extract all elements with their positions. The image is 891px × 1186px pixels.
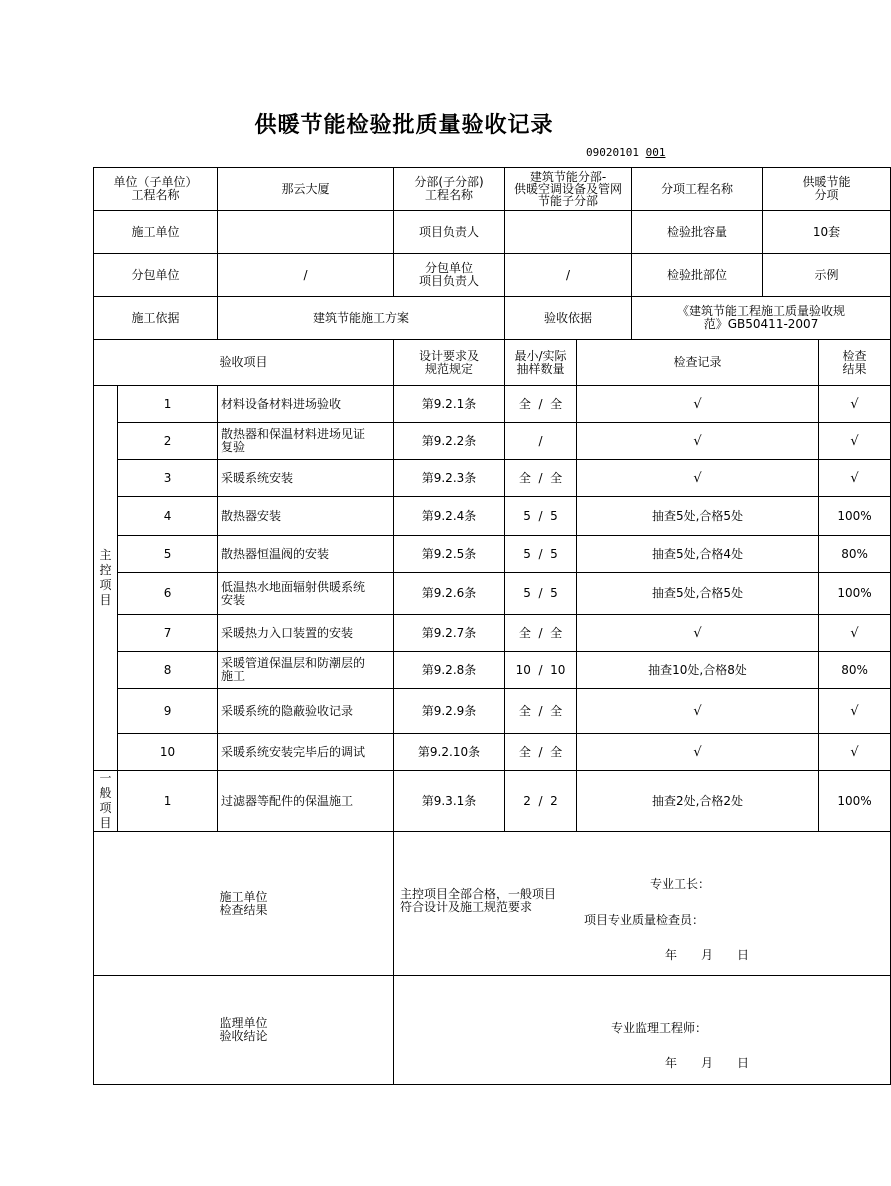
division-label: 分部(子分部) 工程名称 [394,168,505,211]
record-code [586,146,681,159]
item-result: √ [819,423,891,460]
sample-actual: 全 [550,470,563,485]
item-result: 80% [819,652,891,689]
code-prefix: 09020101 [586,146,639,159]
supervision-date: 年 月 日 [665,1056,750,1070]
item-clause: 第9.2.8条 [394,652,505,689]
item-clause: 第9.2.7条 [394,615,505,652]
construction-date: 年 月 日 [665,948,750,962]
item-row [94,497,891,536]
constructor-label: 施工单位 [94,211,218,254]
item-row [94,386,891,423]
item-sample [505,615,577,652]
subcontractor-label: 分包单位 [94,254,218,297]
sample-separator: / [538,793,543,808]
col-result-header: 检查 结果 [819,340,891,386]
sample-min: 10 [515,662,531,677]
pm-value [505,211,632,254]
item-clause: 第9.2.2条 [394,423,505,460]
sample-min: 全 [518,744,531,759]
item-name: 散热器安装 [218,497,394,536]
sample-actual: 5 [550,508,558,523]
main-control-group-label: 主 控 项 目 [94,386,118,771]
item-sample [505,573,577,615]
construction-conclusion: 主控项目全部合格，一般项目 符合设计及施工规范要求 [400,887,557,914]
item-row [94,423,891,460]
sample-separator: / [538,546,543,561]
item-no: 9 [118,689,218,734]
item-record: √ [577,423,819,460]
construction-check-box [394,832,890,975]
item-name: 采暖系统安装 [218,460,394,497]
col-item-header: 验收项目 [94,340,394,386]
sample-separator: / [538,625,543,640]
sample-separator: / [538,396,543,411]
item-sample [505,536,577,573]
sample-separator: / [538,662,543,677]
sample-actual: 全 [550,744,563,759]
col-sample-header: 最小/实际 抽样数量 [505,340,577,386]
item-record: 抽查5处,合格5处 [577,497,819,536]
item-record: 抽查5处,合格5处 [577,573,819,615]
sample-min: / [538,433,543,448]
location-label: 检验批部位 [632,254,763,297]
item-result: √ [819,386,891,423]
item-row [94,771,891,832]
item-result: √ [819,689,891,734]
item-sample [505,460,577,497]
item-row [94,652,891,689]
item-record: √ [577,689,819,734]
acceptance-record-table [93,167,891,1085]
item-no: 10 [118,734,218,771]
code-suffix: 001 [645,146,666,159]
unit-value: 那云大厦 [218,168,394,211]
sample-min: 全 [518,703,531,718]
item-sample [505,386,577,423]
item-no: 2 [118,423,218,460]
item-record: 抽查2处,合格2处 [577,771,819,832]
sample-actual: 全 [550,396,563,411]
unit-label: 单位（子单位） 工程名称 [94,168,218,211]
col-requirement-header: 设计要求及 规范规定 [394,340,505,386]
item-name: 材料设备材料进场验收 [218,386,394,423]
item-record: 抽查5处,合格4处 [577,536,819,573]
item-name: 采暖系统安装完毕后的调试 [218,734,394,771]
item-no: 1 [118,771,218,832]
foreman-signature-label: 专业工长： [650,877,711,891]
quality-inspector-label: 项目专业质量检查员： [584,913,705,927]
sample-actual: 全 [550,625,563,640]
subcontractor-value: / [218,254,394,297]
supervision-label: 监理单位 验收结论 [94,976,394,1085]
item-no: 6 [118,573,218,615]
item-clause: 第9.2.9条 [394,689,505,734]
item-no: 8 [118,652,218,689]
constructor-value [218,211,394,254]
item-result: 100% [819,771,891,832]
sample-min: 5 [523,586,531,600]
item-name: 低温热水地面辐射供暖系统 安装 [218,573,394,615]
item-result: √ [819,615,891,652]
item-no: 1 [118,386,218,423]
item-name: 散热器和保温材料进场见证 复验 [218,423,394,460]
item-result: 100% [819,497,891,536]
item-record: √ [577,615,819,652]
sample-min: 全 [518,396,531,411]
division-value: 建筑节能分部- 供暖空调设备及管网 节能子分部 [505,168,632,211]
basis-value: 建筑节能施工方案 [218,297,505,340]
general-group-label: 一 般 项 目 [94,771,118,832]
item-row [94,573,891,615]
sample-separator: / [538,508,543,523]
item-sample [505,734,577,771]
item-record: √ [577,386,819,423]
item-sample [505,497,577,536]
item-result: √ [819,460,891,497]
subitem-value: 供暖节能 分项 [763,168,891,211]
item-clause: 第9.2.6条 [394,573,505,615]
sample-min: 5 [523,546,531,561]
sample-separator: / [538,586,543,600]
sub-pm-label: 分包单位 项目负责人 [394,254,505,297]
col-record-header: 检查记录 [577,340,819,386]
sample-min: 5 [523,508,531,523]
sub-pm-value: / [505,254,632,297]
supervision-row [94,976,891,1085]
sample-separator: / [538,470,543,485]
item-clause: 第9.2.5条 [394,536,505,573]
item-clause: 第9.2.1条 [394,386,505,423]
item-row [94,615,891,652]
item-sample [505,771,577,832]
page-title: 供暖节能检验批质量验收记录 [254,112,554,138]
item-record: √ [577,734,819,771]
item-name: 散热器恒温阀的安装 [218,536,394,573]
sample-actual: 10 [550,662,566,677]
sample-min: 全 [518,470,531,485]
item-clause: 第9.2.4条 [394,497,505,536]
item-no: 7 [118,615,218,652]
item-sample [505,423,577,460]
item-clause: 第9.2.10条 [394,734,505,771]
item-no: 4 [118,497,218,536]
capacity-value: 10套 [763,211,891,254]
location-value: 示例 [763,254,891,297]
sample-separator: / [538,703,543,718]
item-result: 80% [819,536,891,573]
supervision-box [394,976,890,1084]
supervising-engineer-label: 专业监理工程师： [611,1021,708,1035]
construction-check-label: 施工单位 检查结果 [94,832,394,976]
construction-check-cell [394,832,891,976]
item-record: 抽查10处,合格8处 [577,652,819,689]
sample-min: 2 [523,793,531,808]
item-name: 采暖系统的隐蔽验收记录 [218,689,394,734]
basis-label: 施工依据 [94,297,218,340]
capacity-label: 检验批容量 [632,211,763,254]
item-name: 过滤器等配件的保温施工 [218,771,394,832]
item-result: √ [819,734,891,771]
sample-actual: 5 [550,546,558,561]
item-name: 采暖热力入口装置的安装 [218,615,394,652]
sample-min: 全 [518,625,531,640]
subitem-label: 分项工程名称 [632,168,763,211]
item-no: 5 [118,536,218,573]
sample-separator: / [538,744,543,759]
item-row [94,689,891,734]
pm-label: 项目负责人 [394,211,505,254]
item-clause: 第9.3.1条 [394,771,505,832]
supervision-cell [394,976,891,1085]
item-no: 3 [118,460,218,497]
sample-actual: 全 [550,703,563,718]
item-sample [505,652,577,689]
item-record: √ [577,460,819,497]
item-sample [505,689,577,734]
item-row [94,536,891,573]
item-name: 采暖管道保温层和防潮层的 施工 [218,652,394,689]
item-result: 100% [819,573,891,615]
item-row [94,460,891,497]
construction-check-row [94,832,891,976]
sample-actual: 5 [550,586,558,600]
item-clause: 第9.2.3条 [394,460,505,497]
accept-basis-label: 验收依据 [505,297,632,340]
accept-basis-value: 《建筑节能工程施工质量验收规 范》GB50411-2007 [632,297,891,340]
sample-actual: 2 [550,793,558,808]
item-row [94,734,891,771]
